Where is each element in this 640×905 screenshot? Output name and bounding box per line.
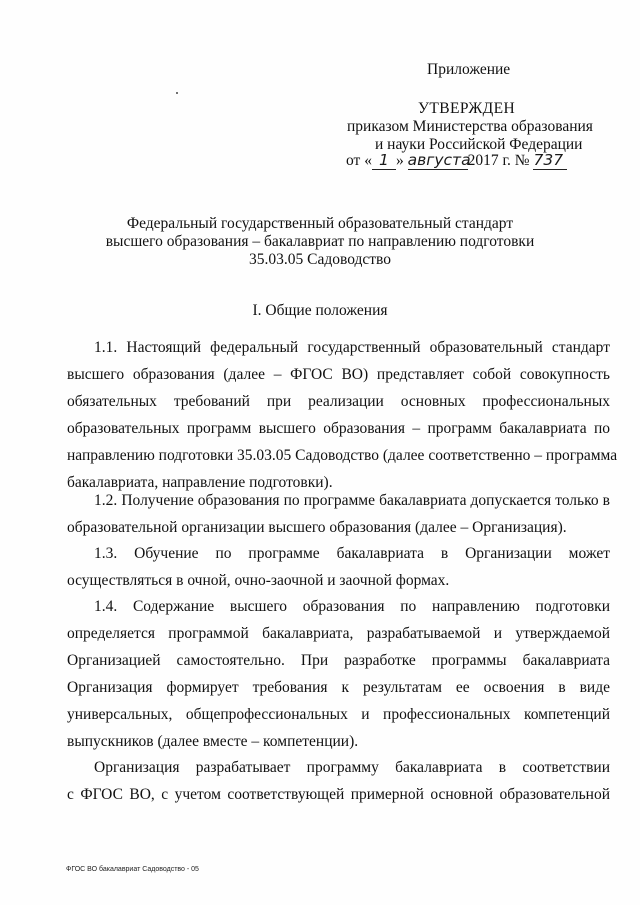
paragraph-1-1: [67, 334, 618, 496]
date-mid: »: [395, 152, 404, 169]
paragraph-line: образовательной организации высшего образования (далее – Организация).: [67, 519, 567, 536]
paragraph-line: Организация разрабатывает программу бакалавриата в соответствии: [94, 759, 610, 776]
appendix-label: Приложение: [427, 61, 511, 78]
paragraph-line: высшего образования (далее – ФГОС ВО) представляет собой совокупность: [67, 366, 610, 383]
paragraph-line: направлению подготовки 35.03.05 Садоводство (далее соответственно – программа: [67, 447, 618, 464]
paragraph-line: универсальных, общепрофессиональных и профессиональных компетенций: [67, 706, 610, 723]
paragraph-1-4: [67, 593, 610, 755]
handwritten-day: 1: [372, 151, 396, 170]
page-footer: ФГОС ВО бакалавриат Садоводство - 05: [66, 866, 199, 873]
paragraph-line: 1.2. Получение образования по программе бакалавриата допускается только в: [94, 492, 610, 509]
paragraph-line: 1.1. Настоящий федеральный государственный образовательный стандарт: [94, 339, 610, 356]
paragraph-line: выпускников (далее вместе – компетенции).: [67, 733, 359, 750]
order-line-2: и науки Российской Федерации: [375, 136, 583, 153]
date-prefix: от «: [346, 152, 372, 169]
order-line-1: приказом Министерства образования: [347, 118, 593, 135]
handwritten-order-number: 737: [533, 151, 567, 170]
handwritten-month: августа: [407, 151, 471, 169]
approved-label: УТВЕРЖДЕН: [418, 100, 516, 117]
paragraph-line: определяется программой бакалавриата, разрабатываемой и утверждаемой: [67, 625, 610, 642]
paragraph-line: обязательных требований при реализации основных профессиональных: [67, 393, 610, 410]
section-heading: I. Общие положения: [252, 302, 388, 319]
paragraph-line: образовательных программ высшего образования – программ бакалавриата по: [67, 420, 610, 437]
paragraph-line: с ФГОС ВО, с учетом соответствующей примерной основной образовательной: [67, 786, 610, 803]
document-title-line-2: высшего образования – бакалавриат по направлению подготовки: [105, 233, 535, 250]
paragraph-line: 1.3. Обучение по программе бакалавриата в Организации может: [94, 545, 610, 562]
paragraph-1-3: [67, 540, 610, 594]
paragraph-1-2: [67, 487, 610, 541]
paragraph-line: Организацией самостоятельно. При разработке программы бакалавриата: [67, 652, 610, 669]
paragraph-organization: [67, 754, 610, 808]
order-date-line: [346, 150, 567, 172]
document-title-line-1: Федеральный государственный образовательный стандарт: [126, 215, 514, 232]
document-title-line-3: 35.03.05 Садоводство: [249, 251, 391, 268]
paragraph-line: 1.4. Содержание высшего образования по направлению подготовки: [94, 598, 610, 615]
year-text: 2017 г. №: [467, 152, 530, 169]
paragraph-line: бакалавриата, направление подготовки).: [67, 474, 333, 491]
paragraph-line: Организация формирует требования к результатам ее освоения в виде: [67, 679, 610, 696]
paragraph-line: осуществляться в очной, очно-заочной и заочной формах.: [67, 572, 450, 589]
scan-speck: [176, 92, 178, 94]
